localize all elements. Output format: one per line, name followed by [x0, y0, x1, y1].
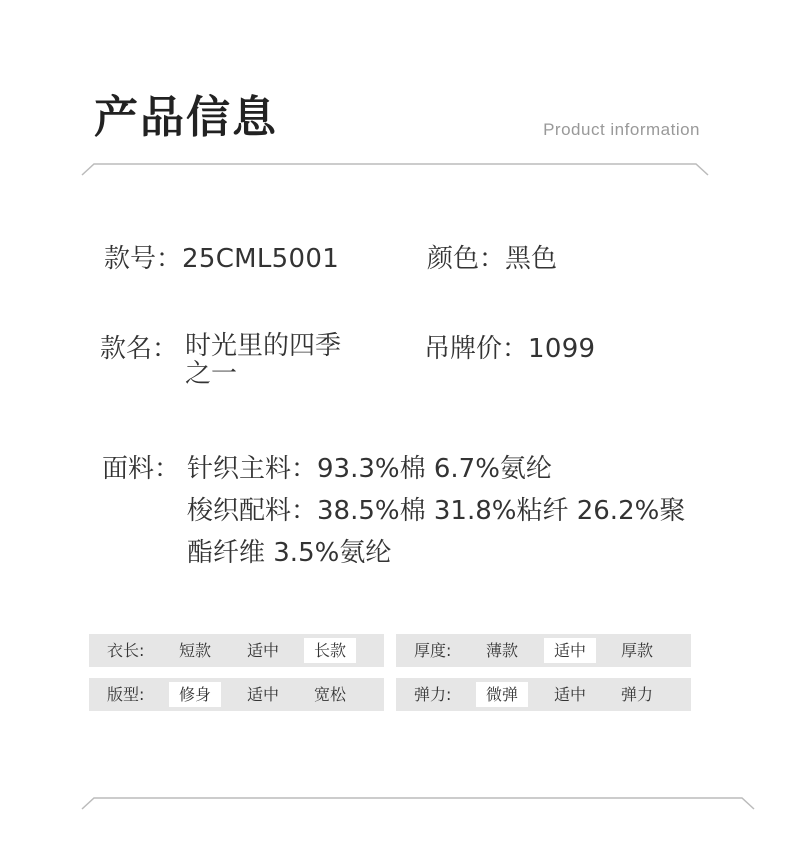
style-number-value: 25CML5001 — [182, 244, 340, 274]
color-label: 颜色： — [427, 244, 506, 274]
length-option-medium: 适中 — [247, 641, 280, 660]
fabric-label: 面料： — [102, 454, 181, 484]
thickness-option-medium: 适中 — [544, 638, 596, 663]
style-name-value — [185, 332, 341, 388]
fit-option-loose: 宽松 — [314, 685, 347, 704]
color-value: 黑色 — [505, 244, 558, 274]
page-subtitle: Product information — [543, 120, 700, 139]
style-name-label: 款名： — [100, 334, 179, 364]
tag-price-label: 吊牌价： — [424, 334, 529, 364]
fabric-lines — [187, 448, 707, 574]
elasticity-option-slight: 微弹 — [476, 682, 528, 707]
thickness-bar — [396, 634, 691, 667]
elasticity-option-stretch: 弹力 — [621, 685, 654, 704]
elasticity-label: 弹力: — [414, 685, 452, 704]
top-divider — [0, 158, 790, 178]
fabric-line: 酯纤维 3.5%氨纶 — [187, 538, 392, 568]
length-option-long: 长款 — [304, 638, 356, 663]
thickness-option-thin: 薄款 — [486, 641, 519, 660]
fabric-line: 针织主料：93.3%棉 6.7%氨纶 — [187, 454, 552, 484]
elasticity-option-medium: 适中 — [554, 685, 587, 704]
bottom-divider — [0, 792, 790, 812]
tag-price-field — [424, 332, 595, 366]
style-number-label: 款号： — [104, 244, 183, 274]
fit-label: 版型: — [107, 685, 145, 704]
elasticity-bar — [396, 678, 691, 711]
thickness-option-thick: 厚款 — [621, 641, 654, 660]
fit-bar — [89, 678, 384, 711]
fit-option-regular: 适中 — [247, 685, 280, 704]
style-name-line2: 之一 — [185, 359, 238, 389]
page-title: 产品信息 — [94, 92, 278, 143]
tag-price-value: 1099 — [528, 334, 596, 364]
fit-option-slim: 修身 — [169, 682, 221, 707]
color-field — [427, 242, 557, 276]
length-label: 衣长: — [107, 641, 145, 660]
style-number-field — [104, 242, 339, 276]
thickness-label: 厚度: — [414, 641, 452, 660]
style-name-line1: 时光里的四季 — [185, 331, 342, 361]
fabric-line: 梭织配料：38.5%棉 31.8%粘纤 26.2%聚 — [187, 496, 686, 526]
length-bar — [89, 634, 384, 667]
length-option-short: 短款 — [179, 641, 212, 660]
